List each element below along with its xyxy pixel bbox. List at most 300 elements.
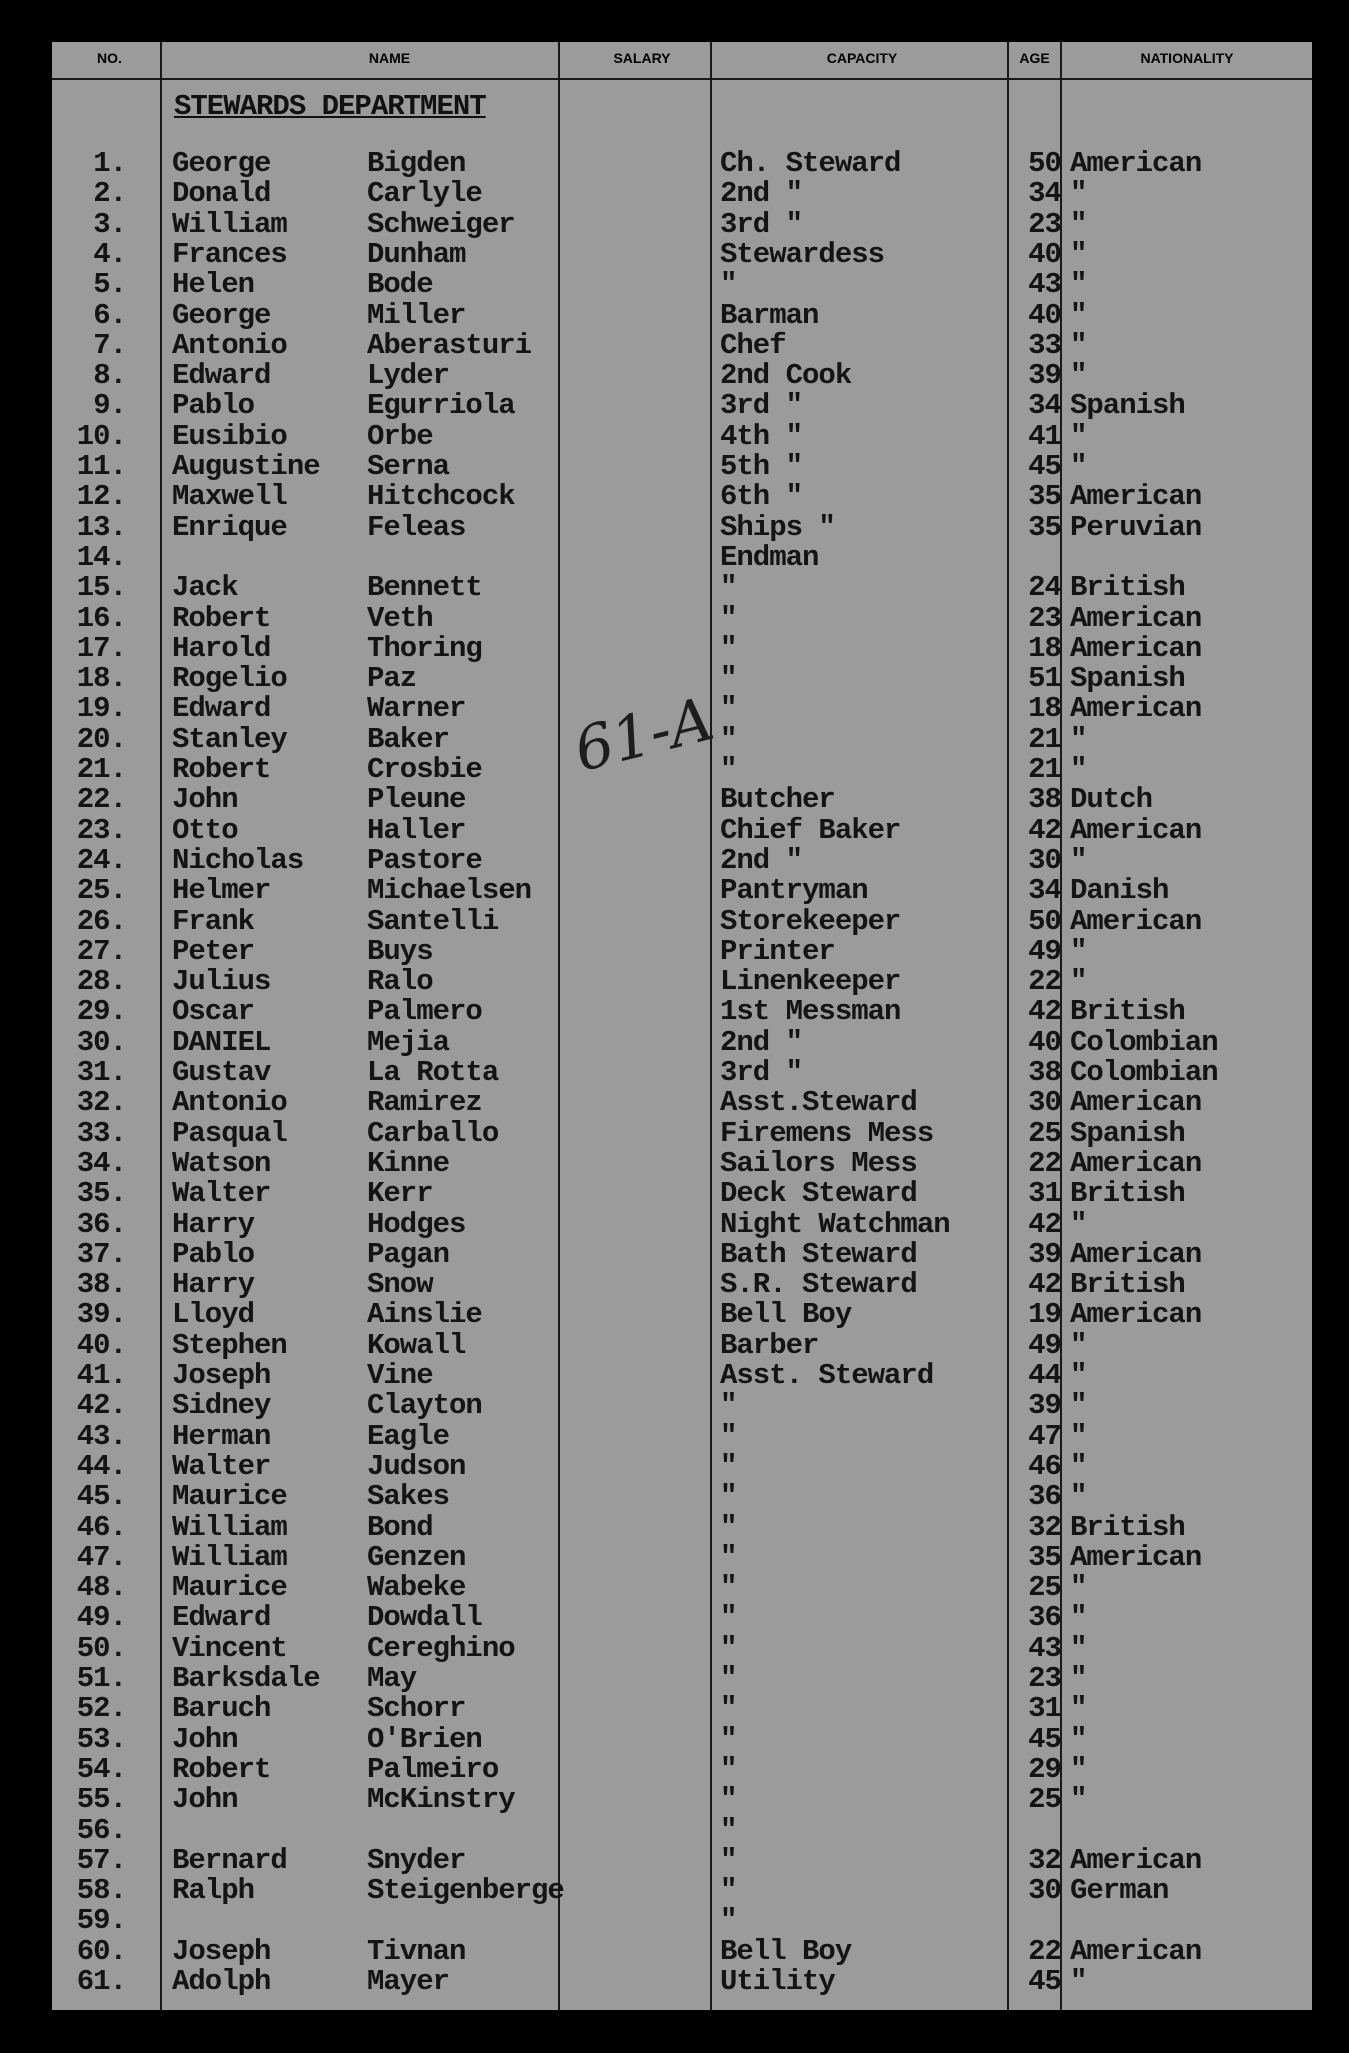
last-name: Tivnan [367,1934,466,1968]
first-name: Robert [172,753,271,786]
capacity: Ships " [720,510,835,544]
age: 35 [1028,480,1061,514]
capacity: Barman [720,298,819,332]
crew-row [52,1601,1312,1635]
capacity: " [720,1662,737,1695]
nationality: " [1070,450,1087,483]
crew-row [52,995,1312,1029]
header-capacity: CAPACITY [826,50,898,66]
capacity: " [720,1904,737,1938]
age: 39 [1028,1237,1061,1271]
last-name: Wabeke [367,1571,466,1605]
first-name: Harry [172,1268,255,1302]
nationality: German [1070,1874,1169,1908]
nationality: American [1070,1086,1202,1120]
capacity: Endman [720,540,819,574]
first-name: George [172,147,271,180]
row-number: 27. [76,934,126,968]
last-name: Kowall [367,1328,466,1362]
first-name: Eusibio [172,419,287,453]
row-number: 55. [76,1783,126,1817]
nationality: " [1070,722,1087,756]
first-name: Helen [172,268,255,302]
last-name: Lyder [367,359,450,393]
nationality: " [1070,207,1087,241]
crew-row [52,1419,1312,1453]
crew-row [52,571,1312,605]
last-name: Schorr [367,1692,466,1726]
first-name: Watson [172,1146,271,1180]
first-name: Walter [172,1177,271,1211]
row-number: 24. [76,843,126,877]
nationality: American [1070,480,1202,514]
capacity: " [720,1722,737,1756]
last-name: Ramirez [367,1086,482,1120]
nationality: " [1070,1328,1087,1362]
nationality: " [1070,1419,1087,1453]
nationality: Colombian [1070,1025,1218,1059]
age: 46 [1028,1449,1061,1483]
crew-row [52,874,1312,908]
first-name: Antonio [172,1086,287,1120]
row-number: 21. [76,753,126,786]
first-name: Augustine [172,450,320,483]
crew-row [52,631,1312,665]
nationality: American [1070,1237,1202,1271]
last-name: Bennett [367,571,482,605]
crew-row [52,1480,1312,1514]
row-number: 2. [93,177,126,211]
crew-row [52,1359,1312,1392]
age: 25 [1028,1116,1061,1150]
last-name: Crosbie [367,753,482,786]
nationality: " [1070,934,1087,968]
row-number: 20. [76,722,126,756]
crew-row [52,1389,1312,1423]
crew-row [52,904,1312,938]
crew-row [52,510,1312,544]
age: 42 [1028,1268,1061,1302]
nationality: " [1070,298,1087,332]
capacity: " [720,1874,737,1908]
crew-row [52,601,1312,635]
age: 50 [1028,147,1061,180]
first-name: Joseph [172,1934,271,1968]
row-number: 40. [76,1328,126,1362]
capacity: Bell Boy [720,1298,852,1332]
row-number: 47. [76,1540,126,1574]
last-name: Carballo [367,1116,499,1150]
age: 38 [1028,783,1061,817]
last-name: Haller [367,813,466,847]
row-number: 34. [76,1146,126,1180]
first-name: Antonio [172,328,287,362]
row-number: 22. [76,783,126,817]
capacity: 3rd " [720,207,803,241]
crew-row [52,753,1312,786]
capacity: " [720,1571,737,1605]
crew-row [52,450,1312,483]
age: 34 [1028,874,1061,908]
last-name: Ainslie [367,1298,482,1332]
age: 45 [1028,450,1061,483]
nationality: Peruvian [1070,510,1202,544]
nationality: Spanish [1070,389,1185,423]
first-name: Ralph [172,1874,255,1908]
nationality: " [1070,1722,1087,1756]
first-name: Barksdale [172,1662,320,1695]
crew-row [52,1056,1312,1089]
row-number: 57. [76,1843,126,1877]
capacity: " [720,692,737,726]
row-number: 36. [76,1207,126,1241]
crew-row [52,1752,1312,1786]
last-name: Paz [367,662,417,696]
crew-row [52,1662,1312,1695]
age: 39 [1028,1389,1061,1423]
crew-row [52,1268,1312,1302]
row-number: 13. [76,510,126,544]
age: 50 [1028,904,1061,938]
last-name: Warner [367,692,466,726]
nationality: American [1070,601,1202,635]
last-name: Vine [367,1359,433,1392]
nationality: " [1070,1359,1087,1392]
age: 38 [1028,1056,1061,1089]
row-number: 12. [76,480,126,514]
capacity: Bath Steward [720,1237,917,1271]
age: 35 [1028,510,1061,544]
crew-row [52,1965,1312,1998]
first-name: Robert [172,601,271,635]
last-name: Snow [367,1268,433,1302]
nationality: " [1070,1449,1087,1483]
row-number: 46. [76,1510,126,1544]
capacity: " [720,1389,737,1423]
crew-row [52,268,1312,302]
capacity: " [720,753,737,786]
row-number: 41. [76,1359,126,1392]
nationality: " [1070,1783,1087,1817]
handwritten-note: 61-A [567,684,721,786]
crew-row [52,177,1312,211]
first-name: Pasqual [172,1116,287,1150]
nationality: " [1070,1965,1087,1998]
header-salary: SALARY [613,50,671,66]
age: 25 [1028,1571,1061,1605]
crew-row [52,1298,1312,1332]
first-name: William [172,1540,287,1574]
age: 41 [1028,419,1061,453]
capacity: 2nd " [720,843,803,877]
row-number: 28. [76,965,126,999]
age: 49 [1028,934,1061,968]
crew-row [52,1207,1312,1241]
crew-row [52,1722,1312,1756]
capacity: 2nd " [720,177,803,211]
crew-row [52,1449,1312,1483]
age: 45 [1028,1965,1061,1998]
last-name: Eagle [367,1419,450,1453]
age: 18 [1028,692,1061,726]
row-number: 10. [76,419,126,453]
crew-row [52,480,1312,514]
last-name: Sakes [367,1480,450,1514]
crew-row [52,328,1312,362]
capacity: " [720,1843,737,1877]
first-name: Donald [172,177,271,211]
crew-row [52,298,1312,332]
first-name: Harry [172,1207,255,1241]
crew-row [52,965,1312,999]
last-name: McKinstry [367,1783,515,1817]
age: 40 [1028,1025,1061,1059]
last-name: Hodges [367,1207,466,1241]
last-name: Judson [367,1449,466,1483]
nationality: American [1070,692,1202,726]
capacity: " [720,1540,737,1574]
age: 49 [1028,1328,1061,1362]
row-number: 38. [76,1268,126,1302]
nationality: " [1070,843,1087,877]
row-number: 51. [76,1662,126,1695]
age: 51 [1028,662,1061,696]
capacity: Deck Steward [720,1177,917,1211]
capacity: " [720,1752,737,1786]
age: 31 [1028,1692,1061,1726]
row-number: 37. [76,1237,126,1271]
row-number: 18. [76,662,126,696]
last-name: Baker [367,722,450,756]
row-number: 19. [76,692,126,726]
manifest-sheet [52,42,1312,2010]
first-name: John [172,1722,238,1756]
nationality: British [1070,1268,1185,1302]
first-name: Edward [172,359,271,393]
capacity: 5th " [720,450,803,483]
age: 42 [1028,995,1061,1029]
capacity: Firemens Mess [720,1116,934,1150]
last-name: Hitchcock [367,480,515,514]
last-name: Steigenberge [367,1874,564,1908]
crew-row [52,1237,1312,1271]
column-header-row [52,42,1312,78]
nationality: " [1070,1631,1087,1665]
crew-row [52,1813,1312,1847]
age: 36 [1028,1601,1061,1635]
crew-row [52,934,1312,968]
age: 40 [1028,298,1061,332]
row-number: 31. [76,1056,126,1089]
last-name: Dunham [367,237,466,271]
nationality: Spanish [1070,662,1185,696]
first-name: Maurice [172,1480,287,1514]
capacity: " [720,1783,737,1817]
row-number: 11. [76,450,126,483]
last-name: Schweiger [367,207,515,241]
age: 22 [1028,965,1061,999]
capacity: 4th " [720,419,803,453]
last-name: Pastore [367,843,482,877]
age: 33 [1028,328,1061,362]
age: 25 [1028,1783,1061,1817]
last-name: Miller [367,298,466,332]
row-number: 6. [93,298,126,332]
row-number: 29. [76,995,126,1029]
nationality: " [1070,328,1087,362]
capacity: Utility [720,1965,835,1998]
age: 40 [1028,237,1061,271]
nationality: " [1070,268,1087,302]
capacity: " [720,571,737,605]
capacity: 2nd Cook [720,359,852,393]
crew-row [52,1934,1312,1968]
first-name: Peter [172,934,255,968]
nationality: American [1070,1146,1202,1180]
capacity: " [720,1510,737,1544]
age: 34 [1028,389,1061,423]
row-number: 25. [76,874,126,908]
nationality: Colombian [1070,1056,1218,1089]
row-number: 42. [76,1389,126,1423]
row-number: 16. [76,601,126,635]
crew-row [52,1571,1312,1605]
row-number: 49. [76,1601,126,1635]
age: 19 [1028,1298,1061,1332]
row-number: 59. [76,1904,126,1938]
nationality: " [1070,359,1087,393]
capacity: Printer [720,934,835,968]
first-name: John [172,783,238,817]
crew-row [52,147,1312,180]
nationality: American [1070,904,1202,938]
capacity: Chief Baker [720,813,901,847]
first-name: Julius [172,965,271,999]
capacity: Chef [720,328,786,362]
first-name: Nicholas [172,843,304,877]
last-name: Thoring [367,631,482,665]
first-name: Rogelio [172,662,287,696]
crew-row [52,1783,1312,1817]
header-no: NO. [97,50,122,66]
first-name: Walter [172,1449,271,1483]
first-name: Lloyd [172,1298,255,1332]
row-number: 17. [76,631,126,665]
first-name: Edward [172,692,271,726]
age: 39 [1028,359,1061,393]
last-name: Aberasturi [367,328,532,362]
row-number: 32. [76,1086,126,1120]
crew-row [52,237,1312,271]
first-name: Robert [172,1752,271,1786]
row-number: 8. [93,359,126,393]
nationality: " [1070,1601,1087,1635]
first-name: Otto [172,813,238,847]
crew-row [52,1540,1312,1574]
nationality: " [1070,419,1087,453]
age: 45 [1028,1722,1061,1756]
first-name: Herman [172,1419,271,1453]
crew-row [52,662,1312,696]
first-name: William [172,207,287,241]
crew-row [52,692,1312,726]
first-name: Enrique [172,510,287,544]
capacity: " [720,722,737,756]
capacity: " [720,268,737,302]
row-number: 15. [76,571,126,605]
nationality: " [1070,1389,1087,1423]
row-number: 30. [76,1025,126,1059]
row-number: 9. [93,389,126,423]
crew-row [52,1177,1312,1211]
capacity: Sailors Mess [720,1146,917,1180]
crew-row [52,207,1312,241]
row-number: 4. [93,237,126,271]
header-divider [52,78,1312,80]
last-name: Palmeiro [367,1752,499,1786]
first-name: Gustav [172,1056,271,1089]
crew-row [52,813,1312,847]
last-name: Dowdall [367,1601,482,1635]
crew-row [52,1086,1312,1120]
last-name: Ralo [367,965,433,999]
row-number: 26. [76,904,126,938]
row-number: 3. [93,207,126,241]
first-name: Sidney [172,1389,271,1423]
row-number: 52. [76,1692,126,1726]
nationality: American [1070,1298,1202,1332]
nationality: Danish [1070,874,1169,908]
age: 32 [1028,1843,1061,1877]
nationality: " [1070,1752,1087,1786]
capacity: Stewardess [720,237,885,271]
row-number: 33. [76,1116,126,1150]
age: 18 [1028,631,1061,665]
first-name: John [172,1783,238,1817]
age: 31 [1028,1177,1061,1211]
nationality: " [1070,1480,1087,1514]
nationality: British [1070,571,1185,605]
crew-row [52,783,1312,817]
crew-row [52,419,1312,453]
nationality: American [1070,813,1202,847]
first-name: Baruch [172,1692,271,1726]
first-name: Joseph [172,1359,271,1392]
row-number: 5. [93,268,126,302]
age: 21 [1028,722,1061,756]
row-number: 7. [93,328,126,362]
last-name: Egurriola [367,389,515,423]
capacity: Barber [720,1328,819,1362]
last-name: Serna [367,450,450,483]
crew-row [52,1631,1312,1665]
capacity: Asst. Steward [720,1359,934,1392]
row-number: 61. [76,1965,126,1998]
age: 42 [1028,1207,1061,1241]
age: 23 [1028,601,1061,635]
capacity: Butcher [720,783,835,817]
capacity: " [720,662,737,696]
capacity: " [720,1692,737,1726]
last-name: O'Brien [367,1722,482,1756]
last-name: May [367,1662,417,1695]
row-number: 43. [76,1419,126,1453]
last-name: Bond [367,1510,433,1544]
capacity: Ch. Steward [720,147,901,180]
last-name: Snyder [367,1843,466,1877]
nationality: " [1070,753,1087,786]
capacity: 6th " [720,480,803,514]
